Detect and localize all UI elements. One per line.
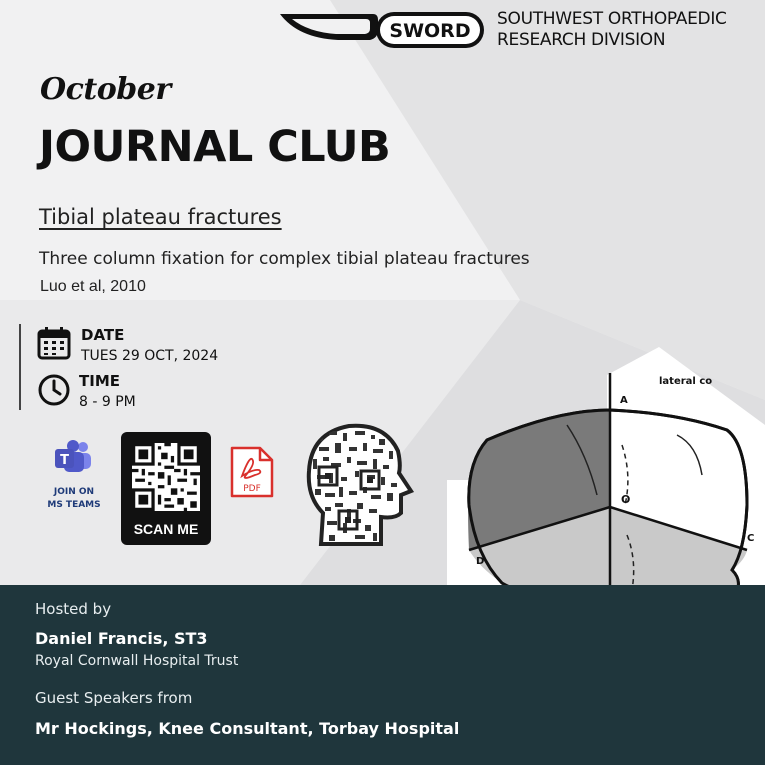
ms-teams-icon[interactable]	[53, 440, 93, 476]
event-month: October	[40, 72, 171, 107]
pdf-label: PDF	[243, 484, 261, 494]
article-topic: Tibial plateau fractures	[39, 205, 282, 229]
org-line-2: RESEARCH DIVISION	[497, 30, 666, 50]
qr-code-card[interactable]	[121, 432, 211, 545]
pdf-icon[interactable]	[229, 445, 275, 499]
qr-code-icon	[132, 443, 200, 511]
svg-text:T: T	[60, 453, 69, 468]
divider-line	[19, 324, 21, 410]
date-label: DATE	[81, 326, 125, 344]
guest-speakers-label: Guest Speakers from	[35, 689, 193, 707]
guest-speaker-name: Mr Hockings, Knee Consultant, Torbay Hospital	[35, 719, 460, 738]
org-line-1: SOUTHWEST ORTHOPAEDIC	[497, 9, 727, 29]
label-d: D	[476, 556, 485, 567]
organisation-name	[497, 9, 727, 51]
logo-text: SWORD	[389, 20, 471, 42]
hosted-by-label: Hosted by	[35, 600, 112, 618]
head-qr-code[interactable]	[303, 423, 415, 547]
teams-label-1: JOIN ON	[53, 487, 95, 497]
host-name: Daniel Francis, ST3	[35, 629, 208, 648]
label-lateral-column: lateral co	[659, 376, 713, 387]
scan-me-label: SCAN ME	[133, 521, 199, 537]
teams-label-2: MS TEAMS	[47, 500, 101, 510]
article-authors: Luo et al, 2010	[40, 278, 146, 295]
calendar-icon	[37, 326, 71, 360]
footer-band	[0, 585, 765, 765]
date-value: TUES 29 OCT, 2024	[81, 348, 219, 364]
host-organisation: Royal Cornwall Hospital Trust	[35, 653, 239, 669]
join-teams-link[interactable]	[38, 486, 110, 512]
event-title: JOURNAL CLUB	[39, 122, 391, 172]
time-label: TIME	[79, 372, 120, 390]
label-o: O	[621, 493, 631, 506]
article-paper-title: Three column fixation for complex tibial plateau fractures	[39, 249, 530, 269]
label-c: C	[747, 533, 755, 544]
sword-logo	[278, 8, 488, 52]
time-value: 8 - 9 PM	[79, 394, 136, 410]
qr-code[interactable]	[132, 443, 200, 511]
clock-icon	[37, 373, 71, 407]
label-a: A	[620, 395, 628, 406]
